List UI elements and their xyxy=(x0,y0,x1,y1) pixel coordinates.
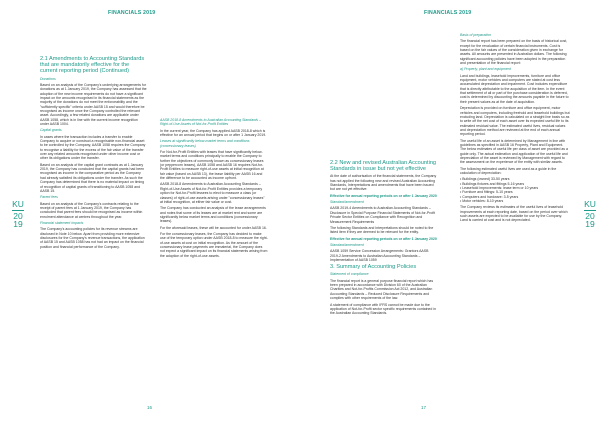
paragraph: The Company has conducted an analysis of the lease arrangements and notes that some of its leases are at market rent and some are significantly below market terms and conditions (concessionary leases). xyxy=(160,206,266,224)
paragraph: In the current year, the Company has applied AASB 2018-8 which is effective for an annual period that begins on or after 1 January 2019. xyxy=(160,128,267,138)
ku-logo xyxy=(582,200,598,229)
logo-text-2: 20 xyxy=(13,210,23,221)
subheading-ppe: a) Property, plant and equipment xyxy=(460,67,511,72)
page17-column-1 xyxy=(330,160,438,318)
page16-column-2 xyxy=(160,118,268,260)
paragraph: The financial report has been prepared on the basis of historical cost, except for the revaluation of certain financial instruments. Cost is based on the fair values of the consideration given in exchange for assets. All amounts are presented in Australian dollars. The following significant accounting policies have been adopted in the preparation and presentation of the financial report: xyxy=(460,39,568,66)
logo-text-1: KU xyxy=(12,199,24,209)
paragraph: The following Standards and Interpretations should be noted to the listed item if they are deemed to be relevant for the entity. xyxy=(330,225,434,235)
subheading-effective-date: Effective for annual reporting periods on or after 1 January 2020 xyxy=(330,193,437,198)
logo-text-1: KU xyxy=(584,199,596,209)
subheading-basis: Basis of preparation xyxy=(460,33,492,37)
page-number: 17 xyxy=(421,405,427,410)
section-title: 2.2 New and revised Australian Accounting Standards in issue but not yet effective xyxy=(330,160,437,173)
subheading-capital-grants: Capital grants xyxy=(40,128,62,133)
paragraph: For the aforesaid leases, these will be accounted for under AASB 16. xyxy=(160,225,267,230)
list-item: • Buildings (owned) 33-50 years xyxy=(460,177,510,182)
logo-text-3: 19 xyxy=(13,219,23,229)
paragraph: In cases where the transaction includes a transfer to enable Company to acquire or construct a recognisable non-financial asset to be controlled by the Company, AASB 1058 requires the Company to recognise a liability for the excess of the fair value of the transfer over any related amounts recognised under other income cost or other its obligations under the transfer. xyxy=(40,134,146,161)
paragraph: A statement of compliance with IFRS cannot be made due to the application of Not-for-Profit sector specific requirements contained in the Australian Accounting Standards. xyxy=(330,302,437,316)
paragraph: Based on an analysis of the Company's contracts relating to the receipt of parent fees at 1 January 2019, the Company has concluded that parent fees should be recognised as income within enrolment attendance at centres throughout the year. xyxy=(40,201,143,219)
subheading-standard: Standard/amendment xyxy=(330,242,364,247)
logo-text-2: 20 xyxy=(585,210,595,221)
paragraph: At the date of authorisation of the financial statements, the Company has not applied the following new and revised Australian Accounting Standards, Interpretations and amendments that have been issued but are not yet effective: xyxy=(330,174,437,192)
page16-column-1 xyxy=(40,56,147,251)
subheading-parent-fees: Parent fees xyxy=(40,195,58,200)
paragraph: The useful life of an asset is determined by Management in line with guidelines as specified in AASB 16 Property, Plant and Equipment. The below estimates of useful life per class of asset are provided as a guide only. The actual estimation and application of the useful life and depreciation of the asset is reviewed by Management with regard to the assessment on the experience of the entity with similar assets. xyxy=(460,138,568,165)
subheading-compliance: Statement of compliance xyxy=(330,272,369,277)
paragraph: Based on an analysis of the Company's underlying arrangements for donations as at 1 January 2019, the Company has assessed that the adoption of the new income requirements do not have a significant impact on the amounts recognised in its financial statements as the majority of the donations do not meet the enforceability and the "sufficiently specific" criteria under AASB 15 and would therefore be recognised as income once the Company controlled the relevant asset. Accordingly, a few related donations are applicable under AASB 1058, which is in line with the current income recognition under AASB 1004. xyxy=(40,82,147,127)
subheading-financial-impacts: Financial statement impacts xyxy=(40,220,84,225)
page-17 xyxy=(300,0,600,424)
paragraph: For the concessionary leases, the Company has decided to make use of the temporary option under AASB 2018-8 to measure the right-of-use assets at cost on initial recognition. As the amount of the concessionary lease payments are immaterial, the Company does not expect a significant impact on its financial statements arising from the adoption of the right-of-use assets. xyxy=(160,231,268,258)
paragraph: The Company's accounting policies for its revenue streams are disclosed in Note 10 below. Apart from providing more extensive disclosures for the Company's revenue transactions, the application of AASB 15 and AASB 1058 has not had an impact on the financial position and financial performance of the Company. xyxy=(40,227,145,249)
paragraph: AASB 2019-4 Amendments to Australian Accounting Standards – Disclosure in Special Purpose Financial Statements of Not-for-Profit Private Sector Entities on Compliance with Recognition and Measurement Requirements xyxy=(330,206,436,224)
section-title: 2.1 Amendments to Accounting Standards that are mandatorily effective for the current reporting period (Continued) xyxy=(40,56,145,75)
logo-text-3: 19 xyxy=(585,219,595,229)
list-item: • Furniture and fittings: 5-10 years xyxy=(460,190,513,195)
list-item: • Buildings fixtures and fittings 5-16 years xyxy=(460,181,525,186)
ku-logo xyxy=(10,200,26,229)
subheading-effective-date: Effective for annual reporting periods on or after 1 January 2020 xyxy=(330,236,437,241)
subheading-aasb-2018-8: AASB 2018-8 Amendments to Australian Accounting Standards – Right-of-Use Assets of Not-for-Profit Entities xyxy=(160,118,261,127)
paragraph: The Company reviews its estimates of the useful lives of leasehold improvements at each reporting date, based on the period over which such assets are expected to be available for use by the Company. Land is carried at cost and is not depreciated. xyxy=(460,205,568,223)
list-item: • Motor vehicles: 8-10 years xyxy=(460,199,504,204)
section-title-summary: 3. Summary of Accounting Policies xyxy=(330,264,417,271)
page-header: FINANCIALS 2019 xyxy=(424,10,472,16)
paragraph: AASB 1059 Service Concession Arrangements: Grantors AASB 2019-2 Amendments to Australian Accounting Standards – Implementation of AASB 1059 xyxy=(330,249,429,262)
paragraph: Land and buildings, leasehold improvements, furniture and office equipment, motor vehicles and computers are stated at cost less accumulated depreciation and impairment. Cost includes expenditure that is directly attributable to the acquisition of the item. In the event that settlement of all or part of the purchase consideration is deferred, cost is determined by discounting the amounts payable in the future to their present values as at the date of acquisition. xyxy=(460,73,569,104)
page-number: 16 xyxy=(147,405,153,410)
subheading-standard: Standard/amendment xyxy=(330,200,364,205)
paragraph: AASB 2018-8 Amendments to Australian Accounting Standards – Right-of-Use Assets of Not-for-Profit Entities provides a temporary option for Not-for-Profit lessees to elect to measure a class (or classes) of right-of-use assets arising under "concessionary leases" at initial recognition, at either fair value or cost. xyxy=(160,182,265,204)
subheading-donations: Donations xyxy=(40,76,56,81)
paragraph: The following estimated useful lives are used as a guide in the calculation of depreciation: xyxy=(460,166,557,175)
page-header: FINANCIALS 2019 xyxy=(108,10,156,16)
paragraph: Based on an analysis of the capital grant contracts as at 1 January 2019, the Company has concluded that the capital grants had been recognised as income in the comparative period as the Company had already satisfied its obligations under the transfer. As such the Company has determined that there is no material impact on timing of recognition of capital grants of transitioning to AASB 1058 and AASB 15. xyxy=(40,162,145,193)
subheading-concessionary-leases: Leases at significantly below-market terms and conditions (concessionary leases) xyxy=(160,139,250,148)
paragraph: Depreciation is provided on furniture and office equipment, motor vehicles and computers, including freehold and leasehold buildings but excluding land. Depreciation is calculated on a straight line basis so as to write off the net cost of each asset over its expected useful life to its estimated residual value. The estimated useful lives, residual values and depreciation method are reviewed at the end of each annual reporting period. xyxy=(460,106,570,137)
list-item: • Leasehold improvements: lease term or 10 years xyxy=(460,186,539,190)
list-item: • Computers and hardware: 3-5 years xyxy=(460,194,519,199)
page17-column-2 xyxy=(460,33,570,225)
paragraph: The financial report is a general purpose financial report which has been prepared in accordance with Division 60 of the Australian Charities and Not-for-Profits Commission Act 2012, and Australian Accounting Standards – Reduced Disclosure Requirements and complies with other requirements of the law. xyxy=(330,278,434,301)
paragraph: For Not-for-Profit Entities with leases that have significantly below-market terms and conditions principally to enable the Company to further the objectives of commonly known as concessionary leases (or peppercorn leases), AASB 1058 and AASB 16 requires Not-for-Profit Entities to measure right-of-use assets at initial recognition at fair value (based on AASB 13), the lease liability per AASB 16 and the difference to be accounted as income upfront. xyxy=(160,150,264,181)
